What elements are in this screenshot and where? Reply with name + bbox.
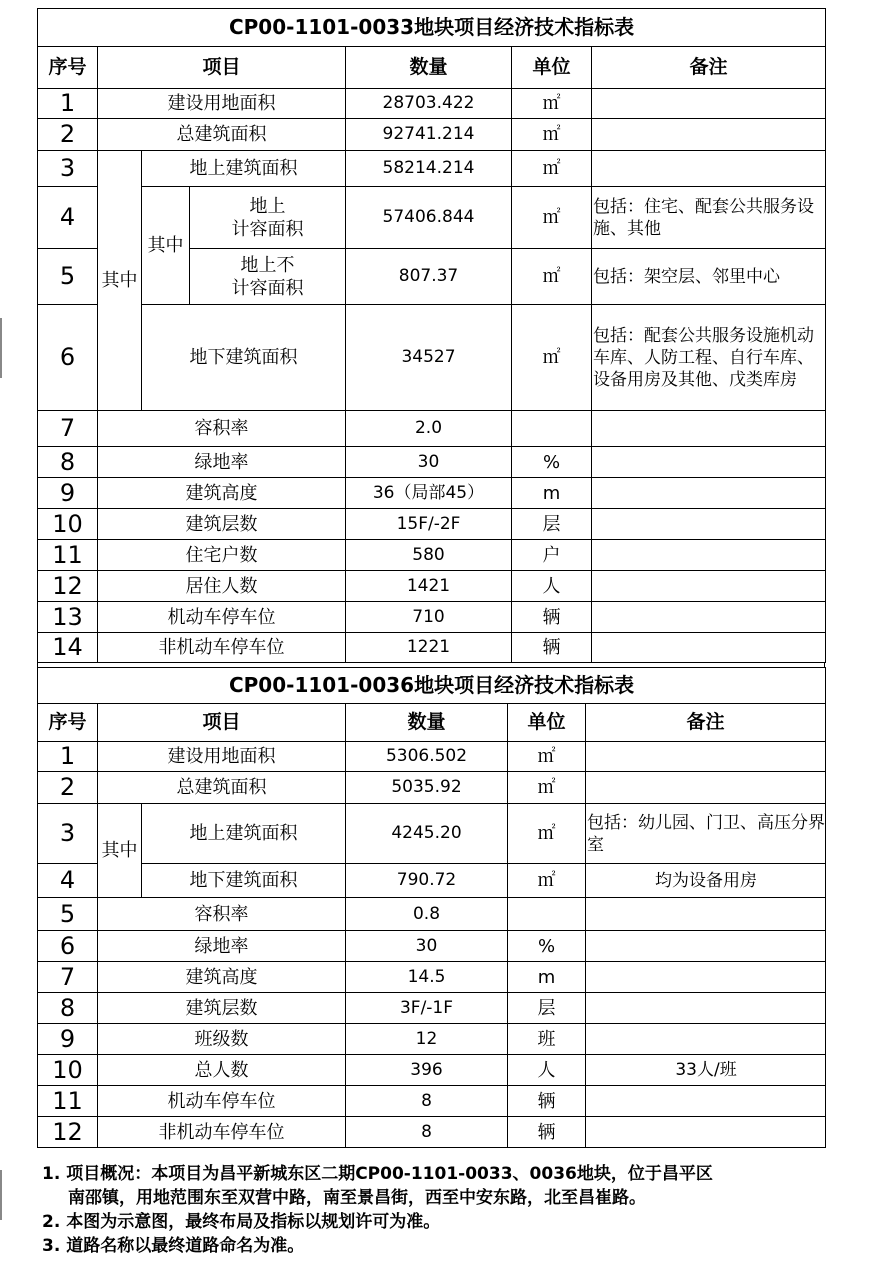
- page-edge-mark: [0, 318, 2, 378]
- row-unit: ㎡: [508, 864, 586, 898]
- row-unit: ㎡: [512, 305, 592, 411]
- row-index: 11: [38, 1086, 98, 1117]
- table-row: [38, 633, 826, 663]
- table-row: [38, 1086, 826, 1117]
- row-quantity: 14.5: [346, 962, 508, 993]
- row-index: 9: [38, 478, 98, 509]
- footnotes: [42, 1162, 842, 1258]
- header-quantity: 数量: [346, 704, 508, 742]
- row-note: [586, 1086, 826, 1117]
- row-note: 包括：架空层、邻里中心: [592, 249, 826, 305]
- row-item: 居住人数: [98, 571, 346, 602]
- row-item: 非机动车停车位: [98, 633, 346, 663]
- row-index: 11: [38, 540, 98, 571]
- header-item: 项目: [98, 704, 346, 742]
- table-row: [38, 187, 826, 249]
- row-quantity: 2.0: [346, 411, 512, 447]
- row-index: 1: [38, 742, 98, 772]
- row-unit: 层: [512, 509, 592, 540]
- row-note: 均为设备用房: [586, 864, 826, 898]
- row-index: 8: [38, 993, 98, 1024]
- row-note: [586, 1024, 826, 1055]
- table-row: [38, 411, 826, 447]
- row-unit: 户: [512, 540, 592, 571]
- header-unit: 单位: [508, 704, 586, 742]
- table-row: [38, 478, 826, 509]
- header-row: [38, 704, 826, 742]
- row-unit: 人: [508, 1055, 586, 1086]
- row-quantity: 28703.422: [346, 89, 512, 119]
- row-unit: 辆: [512, 602, 592, 633]
- row-note: [586, 962, 826, 993]
- row-quantity: 8: [346, 1086, 508, 1117]
- row-quantity: 396: [346, 1055, 508, 1086]
- row-index: 10: [38, 509, 98, 540]
- row-unit: %: [512, 447, 592, 478]
- table-row: [38, 151, 826, 187]
- row-item: 住宅户数: [98, 540, 346, 571]
- row-item: [190, 187, 346, 249]
- header-note: 备注: [592, 47, 826, 89]
- row-quantity: 5035.92: [346, 772, 508, 804]
- row-index: 2: [38, 772, 98, 804]
- row-unit: ㎡: [508, 742, 586, 772]
- row-index: 6: [38, 305, 98, 411]
- row-item: 非机动车停车位: [98, 1117, 346, 1148]
- row-note: [592, 602, 826, 633]
- footnote-1-line2: 南邵镇，用地范围东至双营中路，南至景昌街，西至中安东路，北至昌崔路。: [68, 1188, 646, 1208]
- row-item: 建筑高度: [98, 478, 346, 509]
- row-index: 14: [38, 633, 98, 663]
- table-row: [38, 509, 826, 540]
- table-row: [38, 898, 826, 931]
- row-item-line2: 计容面积: [231, 218, 304, 240]
- row-note: [592, 89, 826, 119]
- row-note: [592, 447, 826, 478]
- row-index: 5: [38, 249, 98, 305]
- row-item: 地下建筑面积: [142, 864, 346, 898]
- row-unit: ㎡: [512, 119, 592, 151]
- row-note: [586, 931, 826, 962]
- table-row: [38, 864, 826, 898]
- table-row: [38, 305, 826, 411]
- table-row: [38, 1055, 826, 1086]
- row-item: 建筑层数: [98, 993, 346, 1024]
- row-note: [586, 1117, 826, 1148]
- row-unit: m: [512, 478, 592, 509]
- row-unit: 辆: [508, 1117, 586, 1148]
- row-item: 总建筑面积: [98, 772, 346, 804]
- indicator-table-0033: [37, 8, 826, 663]
- row-note: [592, 411, 826, 447]
- footnote-2: 2. 本图为示意图，最终布局及指标以规划许可为准。: [42, 1212, 441, 1232]
- row-item: 绿地率: [98, 931, 346, 962]
- row-quantity: 4245.20: [346, 804, 508, 864]
- row-note: [592, 151, 826, 187]
- row-index: 4: [38, 864, 98, 898]
- page-edge-mark: [0, 1170, 2, 1220]
- row-note: [586, 772, 826, 804]
- footnote-1-line1: 1. 项目概况：本项目为昌平新城东区二期CP00-1101-0033、0036地块，位于昌平区: [42, 1164, 713, 1184]
- row-note: [592, 633, 826, 663]
- row-note: 包括：幼儿园、门卫、高压分界室: [586, 804, 826, 864]
- row-unit: 层: [508, 993, 586, 1024]
- row-item: 容积率: [98, 898, 346, 931]
- row-item: 建设用地面积: [98, 89, 346, 119]
- row-note: [592, 571, 826, 602]
- table-title-row: [38, 668, 826, 704]
- row-index: 8: [38, 447, 98, 478]
- row-quantity: 92741.214: [346, 119, 512, 151]
- table-row: [38, 602, 826, 633]
- row-item: 机动车停车位: [98, 1086, 346, 1117]
- row-quantity: 34527: [346, 305, 512, 411]
- row-unit: ㎡: [512, 151, 592, 187]
- row-unit: %: [508, 931, 586, 962]
- row-note: [592, 509, 826, 540]
- row-index: 9: [38, 1024, 98, 1055]
- row-index: 7: [38, 411, 98, 447]
- row-quantity: 5306.502: [346, 742, 508, 772]
- row-unit: ㎡: [508, 804, 586, 864]
- row-item: 容积率: [98, 411, 346, 447]
- header-unit: 单位: [512, 47, 592, 89]
- row-quantity: 1221: [346, 633, 512, 663]
- indicator-table-0036: [37, 667, 826, 1148]
- row-note: 包括：住宅、配套公共服务设施、其他: [592, 187, 826, 249]
- row-index: 7: [38, 962, 98, 993]
- row-quantity: 30: [346, 447, 512, 478]
- table-row: [38, 571, 826, 602]
- row-unit: [512, 411, 592, 447]
- row-item: 地上建筑面积: [142, 151, 346, 187]
- row-quantity: 790.72: [346, 864, 508, 898]
- row-unit: ㎡: [508, 772, 586, 804]
- row-item: 建筑高度: [98, 962, 346, 993]
- row-item: 总人数: [98, 1055, 346, 1086]
- table-row: [38, 1117, 826, 1148]
- table-row: [38, 447, 826, 478]
- row-quantity: 57406.844: [346, 187, 512, 249]
- table-row: [38, 962, 826, 993]
- row-index: 4: [38, 187, 98, 249]
- row-unit: 班: [508, 1024, 586, 1055]
- subgroup-label: 其中: [142, 187, 190, 305]
- row-quantity: 15F/-2F: [346, 509, 512, 540]
- table-row: [38, 993, 826, 1024]
- row-item-line2: 计容面积: [231, 277, 304, 299]
- table-title: CP00-1101-0033地块项目经济技术指标表: [38, 9, 826, 47]
- row-quantity: 710: [346, 602, 512, 633]
- row-quantity: 3F/-1F: [346, 993, 508, 1024]
- group-label: 其中: [98, 804, 142, 898]
- footnote-3: 3. 道路名称以最终道路命名为准。: [42, 1236, 305, 1256]
- row-index: 5: [38, 898, 98, 931]
- row-note: [586, 993, 826, 1024]
- row-quantity: 0.8: [346, 898, 508, 931]
- row-unit: 辆: [512, 633, 592, 663]
- row-quantity: 8: [346, 1117, 508, 1148]
- row-item: [190, 249, 346, 305]
- table-row: [38, 931, 826, 962]
- row-index: 13: [38, 602, 98, 633]
- row-quantity: 12: [346, 1024, 508, 1055]
- row-unit: [508, 898, 586, 931]
- row-note: [592, 478, 826, 509]
- row-item: 机动车停车位: [98, 602, 346, 633]
- row-item: 班级数: [98, 1024, 346, 1055]
- row-index: 3: [38, 151, 98, 187]
- row-unit: 辆: [508, 1086, 586, 1117]
- row-note: [592, 119, 826, 151]
- row-quantity: 58214.214: [346, 151, 512, 187]
- row-index: 10: [38, 1055, 98, 1086]
- row-quantity: 807.37: [346, 249, 512, 305]
- row-quantity: 36（局部45）: [346, 478, 512, 509]
- row-index: 12: [38, 571, 98, 602]
- header-quantity: 数量: [346, 47, 512, 89]
- header-note: 备注: [586, 704, 826, 742]
- row-unit: ㎡: [512, 249, 592, 305]
- row-note: [586, 742, 826, 772]
- group-label: 其中: [98, 151, 142, 411]
- row-item-line1: 地上: [249, 195, 286, 217]
- row-unit: ㎡: [512, 187, 592, 249]
- table-title-row: [38, 9, 826, 47]
- row-index: 6: [38, 931, 98, 962]
- row-note: 包括：配套公共服务设施机动车库、人防工程、自行车库、设备用房及其他、戊类库房: [592, 305, 826, 411]
- row-unit: m: [508, 962, 586, 993]
- row-quantity: 580: [346, 540, 512, 571]
- table-row: [38, 89, 826, 119]
- row-item: 地下建筑面积: [142, 305, 346, 411]
- table-row: [38, 742, 826, 772]
- row-item: 地上建筑面积: [142, 804, 346, 864]
- header-row: [38, 47, 826, 89]
- row-index: 1: [38, 89, 98, 119]
- table-row: [38, 804, 826, 864]
- row-item: 建筑层数: [98, 509, 346, 540]
- table-row: [38, 540, 826, 571]
- row-note: [586, 898, 826, 931]
- row-index: 12: [38, 1117, 98, 1148]
- header-index: 序号: [38, 47, 98, 89]
- row-item: 建设用地面积: [98, 742, 346, 772]
- row-unit: 人: [512, 571, 592, 602]
- row-index: 3: [38, 804, 98, 864]
- header-item: 项目: [98, 47, 346, 89]
- table-row: [38, 119, 826, 151]
- row-note: 33人/班: [586, 1055, 826, 1086]
- table-row: [38, 772, 826, 804]
- row-item-line1: 地上不: [240, 254, 295, 276]
- indicator-tables: [37, 8, 825, 1148]
- table-title: CP00-1101-0036地块项目经济技术指标表: [38, 668, 826, 704]
- row-item: 总建筑面积: [98, 119, 346, 151]
- row-quantity: 30: [346, 931, 508, 962]
- row-item: 绿地率: [98, 447, 346, 478]
- header-index: 序号: [38, 704, 98, 742]
- table-row: [38, 1024, 826, 1055]
- row-unit: ㎡: [512, 89, 592, 119]
- row-index: 2: [38, 119, 98, 151]
- row-quantity: 1421: [346, 571, 512, 602]
- row-note: [592, 540, 826, 571]
